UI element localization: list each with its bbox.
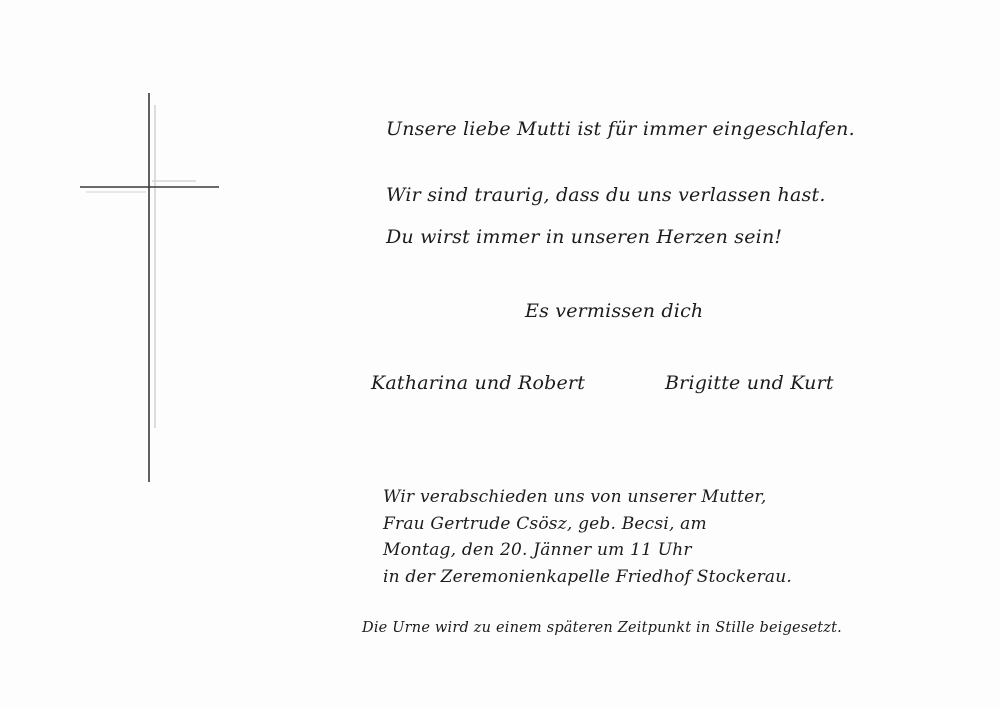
- verse-line-3: Du wirst immer in unseren Herzen sein!: [386, 226, 783, 248]
- urn-footnote: Die Urne wird zu einem späteren Zeitpunkt in Stille beigesetzt.: [362, 620, 842, 636]
- funeral-notice: [383, 484, 792, 590]
- mourner-family-1: Katharina und Robert: [371, 372, 586, 394]
- verse-line-1: Unsere liebe Mutti ist für immer eingeschlafen.: [386, 118, 855, 140]
- cross-icon: [0, 0, 240, 500]
- verse-line-2: Wir sind traurig, dass du uns verlassen hast.: [386, 184, 826, 206]
- mourners-intro: Es vermissen dich: [525, 300, 704, 322]
- notice-line-2: Frau Gertrude Csösz, geb. Becsi, am: [383, 513, 707, 534]
- notice-line-3: Montag, den 20. Jänner um 11 Uhr: [383, 540, 692, 560]
- notice-line-4: in der Zeremonienkapelle Friedhof Stockerau.: [383, 566, 792, 587]
- notice-line-1: Wir verabschieden uns von unserer Mutter,: [383, 487, 767, 507]
- mourner-family-2: Brigitte und Kurt: [665, 372, 834, 394]
